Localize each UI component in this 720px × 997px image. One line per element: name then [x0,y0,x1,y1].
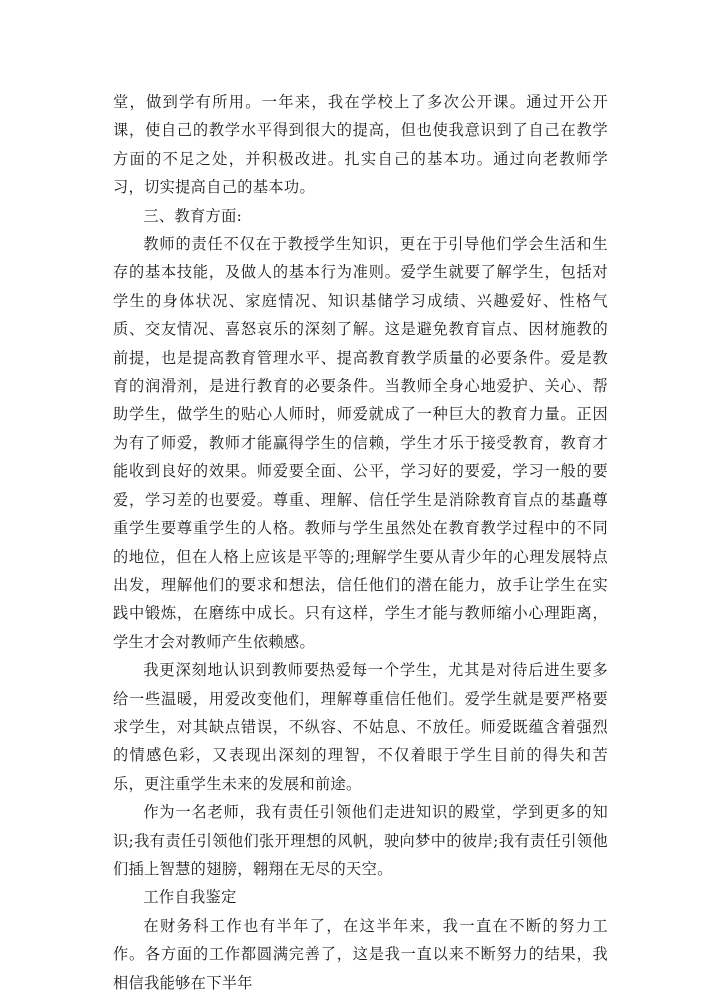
document-body [113,88,608,997]
paragraph-love-students: 我更深刻地认识到教师要热爱每一个学生，尤其是对待后进生要多给一些温暖，用爱改变他们，理解尊重信任他们。爱学生就是要严格要求学生，对其缺点错误，不纵容、不姑息、不放任。师爱既蕴含着强烈的情感色彩，又表现出深刻的理智，不仅着眼于学生目前的得失和苦乐，更注重学生未来的发展和前途。 [113,661,608,793]
section-heading-work-self-appraisal: 工作自我鉴定 [143,888,237,907]
section-heading-education: 三、教育方面: [143,206,243,225]
paragraph-teacher-responsibility: 教师的责任不仅在于教授学生知识，更在于引导他们学会生活和生存的基本技能，及做人的基本行为准则。爱学生就要了解学生，包括对学生的身体状况、家庭情况、知识基储学习成绩、兴趣爱好、性格气质、交友情况、喜怒哀乐的深刻了解。这是避免教育盲点、因材施教的前提，也是提高教育管理水平、提高教育教学质量的必要条件。爱是教育的润滑剂，是进行教育的必要条件。当教师全身心地爱护、关心、帮助学生，做学生的贴心人师时，师爱就成了一种巨大的教育力量。正因为有了师爱，教师才能赢得学生的信赖，学生才乐于接受教育，教育才能收到良好的效果。师爱要全面、公平，学习好的要爱，学习一般的要爱，学习差的也要爱。尊重、理解、信任学生是消除教育盲点的基矗尊重学生要尊重学生的人格。教师与学生虽然处在教育教学过程中的不同的地位，但在人格上应该是平等的;理解学生要从青少年的心理发展特点出发，理解他们的要求和想法，信任他们的潜在能力，放手让学生在实践中锻炼，在磨练中成长。只有这样，学生才能与教师缩小心理距离，学生才会对教师产生依赖感。 [113,235,608,651]
paragraph-finance-work: 在财务科工作也有半年了，在这半年来，我一直在不断的努力工作。各方面的工作都圆满完善了，这是我一直以来不断努力的结果，我相信我能够在下半年 [113,916,608,992]
paragraph-continuation: 堂，做到学有所用。一年来，我在学校上了多次公开课。通过开公开课，使自己的教学水平得到很大的提高，但也使我意识到了自己在教学方面的不足之处，并积极改进。扎实自己的基本功。通过向老教师学习，切实提高自己的基本功。 [113,93,608,197]
paragraph-teacher-duty: 作为一名老师，我有责任引领他们走进知识的殿堂，学到更多的知识;我有责任引领他们张开理想的风帆，驶向梦中的彼岸;我有责任引领他们插上智慧的翅膀，翱翔在无尽的天空。 [113,803,608,878]
